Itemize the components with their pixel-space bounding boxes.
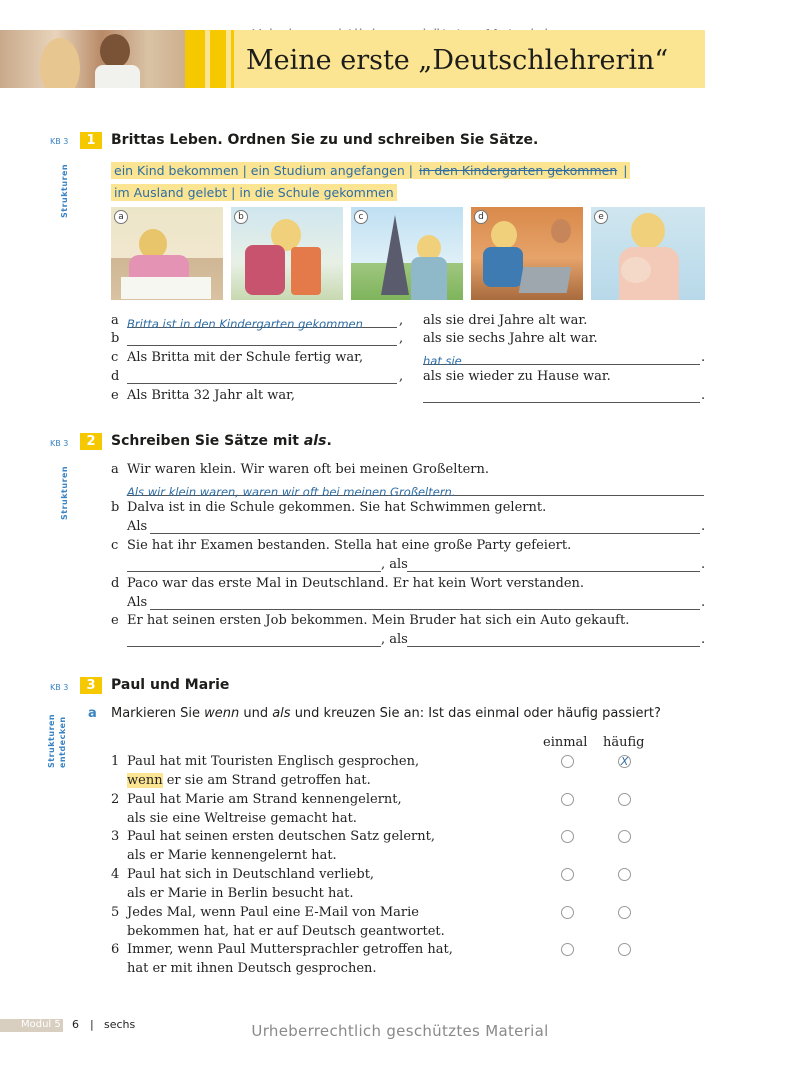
sentence-part: als sie sechs Jahre alt war. bbox=[423, 331, 598, 346]
item-line: Paul hat Marie am Strand kennengelernt, bbox=[127, 792, 402, 807]
kb-reference: KB 3 bbox=[50, 683, 69, 692]
instruction-emphasis: als bbox=[272, 706, 291, 721]
sentence-part: als sie drei Jahre alt war. bbox=[423, 313, 588, 328]
item-number: 3 bbox=[111, 829, 120, 844]
item-line: Immer, wenn Paul Muttersprachler getroffen hat, bbox=[127, 942, 453, 957]
page-title: Meine erste „Deutschlehrerin“ bbox=[246, 45, 669, 76]
item-letter: b bbox=[111, 500, 120, 515]
picture-letter: b bbox=[234, 210, 248, 224]
answer-field[interactable] bbox=[423, 350, 700, 368]
radio-einmal[interactable] bbox=[561, 868, 574, 881]
answer-field[interactable] bbox=[127, 313, 397, 331]
exercise-title: Paul und Marie bbox=[111, 677, 230, 693]
column-header-haeufig: häufig bbox=[603, 735, 645, 750]
item-letter: e bbox=[111, 613, 119, 628]
header-stripe bbox=[185, 30, 205, 88]
picture-c bbox=[351, 207, 463, 300]
answer-field[interactable] bbox=[127, 632, 381, 647]
radio-haeufig[interactable] bbox=[618, 793, 631, 806]
item-number: 4 bbox=[111, 867, 120, 882]
picture-letter: d bbox=[474, 210, 488, 224]
footer-separator: | bbox=[90, 1018, 94, 1031]
item-letter: c bbox=[111, 538, 119, 553]
column-header-einmal: einmal bbox=[543, 735, 588, 750]
picture-e bbox=[591, 207, 705, 300]
picture-a bbox=[111, 207, 223, 300]
sentence-part: Als Britta mit der Schule fertig war, bbox=[127, 350, 364, 365]
word-used: in den Kindergarten gekommen bbox=[416, 162, 620, 179]
header-stripe bbox=[210, 30, 226, 88]
item-letter: d bbox=[111, 576, 120, 591]
row-letter: a bbox=[111, 313, 119, 328]
radio-haeufig[interactable] bbox=[618, 830, 631, 843]
exercise-number: 2 bbox=[80, 433, 102, 450]
radio-einmal[interactable] bbox=[561, 943, 574, 956]
exercise-title bbox=[111, 433, 332, 449]
item-line: Paul hat sich in Deutschland verliebt, bbox=[127, 867, 375, 882]
picture-letter: a bbox=[114, 210, 128, 224]
instruction-text: und kreuzen Sie an: Ist das einmal oder häufig passiert? bbox=[290, 706, 661, 721]
item-text: Paco war das erste Mal in Deutschland. Er hat kein Wort verstanden. bbox=[127, 576, 585, 591]
item-number: 2 bbox=[111, 792, 120, 807]
instruction bbox=[111, 706, 661, 721]
instruction-text: und bbox=[239, 706, 273, 721]
item-line: bekommen hat, hat er auf Deutsch geantwortet. bbox=[127, 924, 445, 939]
item-line: Paul hat seinen ersten deutschen Satz gelernt, bbox=[127, 829, 435, 844]
period: . bbox=[701, 350, 706, 365]
comma: , bbox=[399, 369, 404, 384]
module-label: Modul 5 bbox=[21, 1019, 61, 1030]
answer-field[interactable] bbox=[127, 331, 397, 346]
exercise-title: Brittas Leben. Ordnen Sie zu und schreiben Sie Sätze. bbox=[111, 132, 539, 148]
word-options: im Ausland gelebt | in die Schule gekommen bbox=[111, 184, 397, 201]
item-text: Wir waren klein. Wir waren oft bei meinen Großeltern. bbox=[127, 462, 490, 477]
item-text: Er hat seinen ersten Job bekommen. Mein Bruder hat sich ein Auto gekauft. bbox=[127, 613, 630, 628]
row-letter: e bbox=[111, 388, 119, 403]
kb-reference: KB 3 bbox=[50, 137, 69, 146]
title-text: Schreiben Sie Sätze mit bbox=[111, 433, 304, 449]
radio-einmal[interactable] bbox=[561, 906, 574, 919]
item-line: hat er mit ihnen Deutsch gesprochen. bbox=[127, 961, 377, 976]
sentence-part: als sie wieder zu Hause war. bbox=[423, 369, 611, 384]
page-number: 6 bbox=[72, 1018, 79, 1031]
handwritten-answer: Britta ist in den Kindergarten gekommen bbox=[127, 317, 363, 331]
word-separator: | bbox=[620, 162, 630, 179]
period: . bbox=[701, 595, 706, 610]
exercise-number: 1 bbox=[80, 132, 102, 149]
radio-haeufig[interactable] bbox=[618, 906, 631, 919]
radio-haeufig-checked[interactable]: X bbox=[618, 755, 631, 768]
picture-letter: c bbox=[354, 210, 368, 224]
word-options: ein Kind bekommen | ein Studium angefangen | bbox=[111, 162, 416, 179]
exercise-number: 3 bbox=[80, 677, 102, 694]
answer-field[interactable] bbox=[407, 632, 700, 647]
item-number: 1 bbox=[111, 754, 120, 769]
handwritten-answer: hat sie bbox=[423, 354, 462, 368]
period: . bbox=[701, 519, 706, 534]
radio-haeufig[interactable] bbox=[618, 943, 631, 956]
sentence-start: Als bbox=[127, 595, 148, 610]
item-line bbox=[127, 773, 371, 788]
page-word: sechs bbox=[104, 1018, 136, 1031]
item-text: Sie hat ihr Examen bestanden. Stella hat eine große Party gefeiert. bbox=[127, 538, 572, 553]
item-line: als er Marie in Berlin besucht hat. bbox=[127, 886, 354, 901]
answer-field[interactable] bbox=[150, 595, 700, 610]
item-line: als sie eine Weltreise gemacht hat. bbox=[127, 811, 357, 826]
instruction-text: Markieren Sie bbox=[111, 706, 205, 721]
item-line: Jedes Mal, wenn Paul eine E-Mail von Marie bbox=[127, 905, 419, 920]
row-letter: b bbox=[111, 331, 120, 346]
period: . bbox=[701, 632, 706, 647]
side-label: entdecken bbox=[58, 716, 67, 768]
item-line-rest: er sie am Strand getroffen hat. bbox=[162, 773, 371, 788]
answer-field[interactable] bbox=[127, 557, 381, 572]
picture-b bbox=[231, 207, 343, 300]
sentence-start: Als bbox=[127, 519, 148, 534]
header-stripe bbox=[231, 30, 234, 88]
part-label: a bbox=[88, 706, 97, 721]
header-photo bbox=[0, 30, 185, 88]
row-letter: c bbox=[111, 350, 119, 365]
item-number: 5 bbox=[111, 905, 120, 920]
item-number: 6 bbox=[111, 942, 120, 957]
side-label: Strukturen bbox=[47, 713, 56, 768]
handwritten-answer: Als wir klein waren, waren wir oft bei meinen Großeltern. bbox=[127, 485, 456, 499]
title-punct: . bbox=[326, 433, 332, 449]
radio-haeufig[interactable] bbox=[618, 868, 631, 881]
conjunction: , als bbox=[381, 557, 408, 572]
sentence-part: Als Britta 32 Jahr alt war, bbox=[127, 388, 296, 403]
item-line: Paul hat mit Touristen Englisch gesprochen, bbox=[127, 754, 420, 769]
row-letter: d bbox=[111, 369, 120, 384]
watermark-bottom: Urheberrechtlich geschütztes Material bbox=[251, 1022, 549, 1040]
radio-einmal[interactable] bbox=[561, 793, 574, 806]
word-box bbox=[111, 160, 630, 202]
picture-letter: e bbox=[594, 210, 608, 224]
comma: , bbox=[399, 331, 404, 346]
answer-field[interactable] bbox=[127, 481, 704, 499]
answer-field[interactable] bbox=[150, 519, 700, 534]
item-text: Dalva ist in die Schule gekommen. Sie hat Schwimmen gelernt. bbox=[127, 500, 547, 515]
side-label: Strukturen bbox=[60, 163, 69, 218]
conjunction: , als bbox=[381, 632, 408, 647]
kb-reference: KB 3 bbox=[50, 439, 69, 448]
answer-field[interactable] bbox=[127, 369, 397, 384]
title-emphasis: als bbox=[303, 433, 327, 449]
instruction-emphasis: wenn bbox=[204, 706, 240, 721]
period: . bbox=[701, 388, 706, 403]
answer-field[interactable] bbox=[423, 388, 700, 403]
picture-d bbox=[471, 207, 583, 300]
radio-einmal[interactable] bbox=[561, 830, 574, 843]
item-line: als er Marie kennengelernt hat. bbox=[127, 848, 337, 863]
period: . bbox=[701, 557, 706, 572]
side-label: Strukturen bbox=[60, 465, 69, 520]
item-letter: a bbox=[111, 462, 119, 477]
answer-field[interactable] bbox=[407, 557, 700, 572]
radio-einmal[interactable] bbox=[561, 755, 574, 768]
comma: , bbox=[399, 313, 404, 328]
highlighted-word: wenn bbox=[127, 773, 163, 788]
